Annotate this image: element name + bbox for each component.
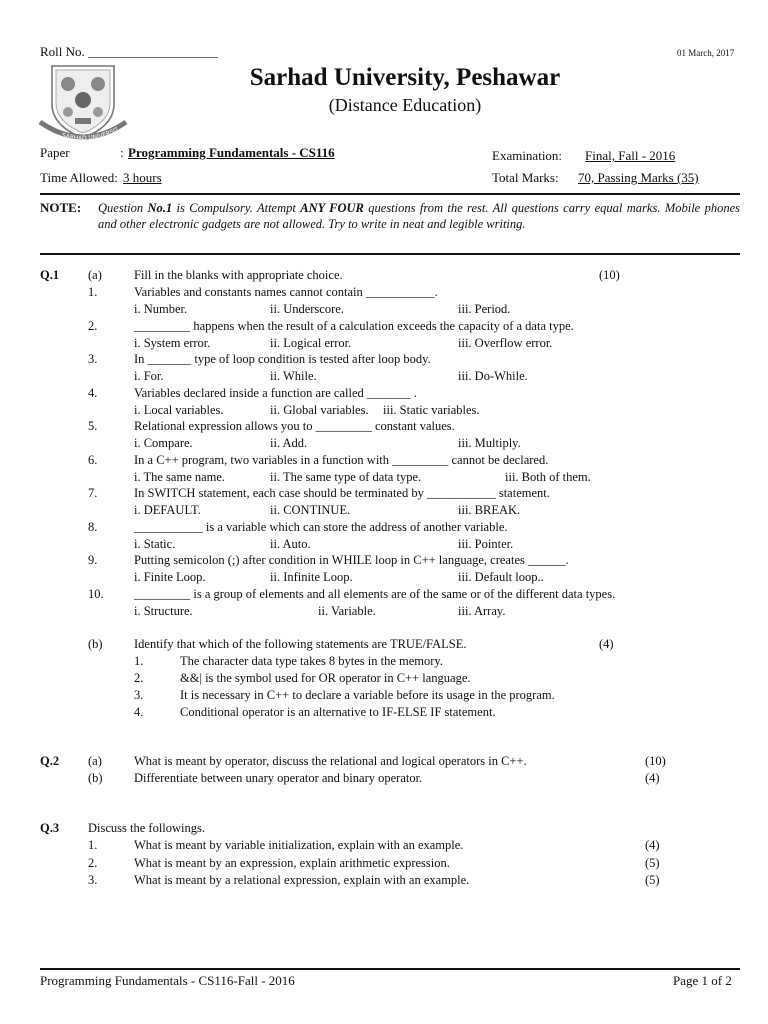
department-name: (Distance Education) [328, 95, 482, 115]
question-2b-label: (b) [88, 771, 103, 785]
question-2b-text: Differentiate between unary operator and binary operator. [134, 771, 423, 785]
fill-blank-number: 4. [88, 385, 98, 400]
question-3-item-marks: (5) [645, 855, 660, 870]
fill-blank-option-2: ii. The same type of data type. [270, 469, 422, 484]
fill-blank-option-2: ii. Infinite Loop. [270, 570, 353, 584]
fill-blank-question: ___________ is a variable which can store the address of another variable. [134, 519, 508, 534]
fill-blank-option-2: ii. Logical error. [270, 335, 352, 350]
fill-blank-option-3: iii. Period. [458, 302, 511, 316]
fill-blank-option-2: ii. Add. [270, 436, 308, 450]
fill-blank-question: In SWITCH statement, each case should be terminated by ___________ statement. [134, 486, 550, 500]
time-allowed-label: Time Allowed: [40, 170, 118, 185]
fill-blank-number: 2. [88, 318, 98, 333]
university-name: Sarhad University, Peshawar [249, 64, 561, 91]
exam-date: 01 March, 2017 [677, 48, 735, 58]
fill-blank-option-3: iii. Pointer. [458, 536, 514, 551]
fill-blank-option-1: i. The same name. [134, 469, 226, 484]
fill-blank-question: In _______ type of loop condition is tested after loop body. [134, 352, 431, 366]
fill-blank-option-2: ii. CONTINUE. [270, 503, 351, 517]
footer-course: Programming Fundamentals - CS116-Fall - 2016 [40, 973, 295, 988]
question-2-number: Q.2 [40, 754, 60, 768]
fill-blank-option-3: iii. BREAK. [458, 503, 521, 517]
examination-value: Final, Fall - 2016 [585, 148, 676, 163]
fill-blank-number: 10. [88, 586, 104, 601]
fill-blank-option-1: i. Structure. [134, 603, 193, 618]
question-3-item-number: 2. [88, 855, 98, 870]
question-2a-text: What is meant by operator, discuss the relational and logical operators in C++. [134, 754, 527, 768]
fill-blank-number: 7. [88, 486, 98, 500]
question-1b-text: Identify that which of the following statements are TRUE/FALSE. [134, 637, 467, 651]
question-3-item-marks: (4) [645, 838, 660, 852]
examination-label: Examination: [492, 148, 563, 163]
fill-blank-number: 6. [88, 452, 98, 467]
question-3-number: Q.3 [40, 821, 60, 835]
question-3-item-text: What is meant by variable initialization, explain with an example. [134, 838, 464, 852]
note-top-divider [40, 193, 740, 195]
question-1b-label: (b) [88, 637, 103, 651]
note-text: Question No.1 is Compulsory. Attempt ANY FOUR questions from the rest. All questions carry equal marks. Mobile phones and other electronic gadgets are not allowed. Try to write in neat and legible writing. [98, 201, 741, 231]
fill-blank-option-2: ii. While. [270, 369, 317, 383]
fill-blank-option-3: iii. Do-While. [458, 369, 528, 383]
time-allowed-value: 3 hours [123, 170, 162, 185]
fill-blank-number: 3. [88, 352, 98, 366]
fill-blank-option-2: ii. Variable. [318, 603, 376, 618]
fill-blank-question: Variables declared inside a function are called _______ . [134, 385, 417, 400]
question-3-item-marks: (5) [645, 873, 660, 887]
question-2a-marks: (10) [645, 754, 666, 768]
fill-blank-number: 1. [88, 285, 98, 299]
question-2a-label: (a) [88, 754, 102, 768]
fill-blank-option-3: iii. Array. [458, 603, 506, 618]
paper-label: Paper [40, 145, 70, 160]
true-false-number: 1. [134, 654, 144, 668]
footer-divider [40, 968, 740, 970]
question-1b-marks: (4) [599, 637, 614, 651]
fill-blank-option-1: i. DEFAULT. [134, 503, 201, 517]
fill-blank-option-1: i. Static. [134, 536, 176, 551]
question-3-item-number: 3. [88, 873, 98, 887]
true-false-number: 4. [134, 705, 144, 719]
fill-blank-option-1: i. System error. [134, 335, 211, 350]
fill-blank-option-3: iii. Static variables. [383, 402, 480, 417]
true-false-number: 2. [134, 671, 144, 685]
fill-blank-question: Putting semicolon (;) after condition in WHILE loop in C++ language, creates ______. [134, 553, 569, 567]
fill-blank-option-2: ii. Auto. [270, 536, 311, 551]
question-1a-label: (a) [88, 268, 102, 282]
note-bottom-divider [40, 253, 740, 255]
fill-blank-option-3: iii. Overflow error. [458, 335, 553, 350]
question-2b-marks: (4) [645, 771, 660, 785]
total-marks-value: 70, Passing Marks (35) [578, 170, 699, 185]
fill-blank-question: Relational expression allows you to _________ constant values. [134, 419, 455, 433]
fill-blank-option-2: ii. Global variables. [270, 402, 369, 417]
fill-blank-option-1: i. Compare. [134, 436, 193, 450]
fill-blank-option-2: ii. Underscore. [270, 302, 344, 316]
fill-blank-option-3: iii. Multiply. [458, 436, 521, 450]
question-1-number: Q.1 [40, 268, 60, 282]
total-marks-label: Total Marks: [492, 170, 559, 185]
note-label: NOTE: [40, 200, 82, 215]
fill-blank-question: Variables and constants names cannot contain ___________. [134, 285, 438, 299]
question-3-item-number: 1. [88, 838, 98, 852]
footer-page-number: Page 1 of 2 [673, 973, 732, 988]
fill-blank-question: In a C++ program, two variables in a function with _________ cannot be declared. [134, 452, 549, 467]
fill-blank-option-1: i. Local variables. [134, 402, 224, 417]
roll-no-label: Roll No. [40, 44, 85, 59]
fill-blank-number: 9. [88, 553, 98, 567]
true-false-statement: Conditional operator is an alternative to IF-ELSE IF statement. [180, 705, 496, 719]
fill-blank-question: _________ happens when the result of a calculation exceeds the capacity of a data type. [134, 318, 574, 333]
question-3-intro: Discuss the followings. [88, 821, 206, 835]
paper-value: Programming Fundamentals - CS116 [128, 145, 335, 160]
question-3-item-text: What is meant by a relational expression, explain with an example. [134, 873, 470, 887]
fill-blank-option-1: i. Number. [134, 302, 188, 316]
true-false-statement: The character data type takes 8 bytes in the memory. [180, 654, 443, 668]
fill-blank-option-1: i. Finite Loop. [134, 570, 206, 584]
seal-lettering: SARHAD UNIVERSIT [61, 126, 120, 143]
question-3-item-text: What is meant by an expression, explain arithmetic expression. [134, 855, 450, 870]
true-false-statement: &&| is the symbol used for OR operator in C++ language. [180, 671, 471, 685]
fill-blank-option-1: i. For. [134, 369, 164, 383]
true-false-number: 3. [134, 688, 144, 702]
fill-blank-number: 5. [88, 419, 98, 433]
roll-no-blank: ____________________ [88, 44, 218, 59]
fill-blank-number: 8. [88, 519, 98, 534]
fill-blank-option-3: iii. Default loop.. [458, 570, 544, 584]
fill-blank-question: _________ is a group of elements and all elements are of the same or of the different data types. [134, 586, 616, 601]
fill-blank-option-3: iii. Both of them. [505, 469, 591, 484]
question-1a-text: Fill in the blanks with appropriate choice. [134, 268, 343, 282]
paper-colon: : [120, 145, 124, 160]
question-1a-marks: (10) [599, 268, 620, 282]
true-false-statement: It is necessary in C++ to declare a variable before its usage in the program. [180, 688, 555, 702]
